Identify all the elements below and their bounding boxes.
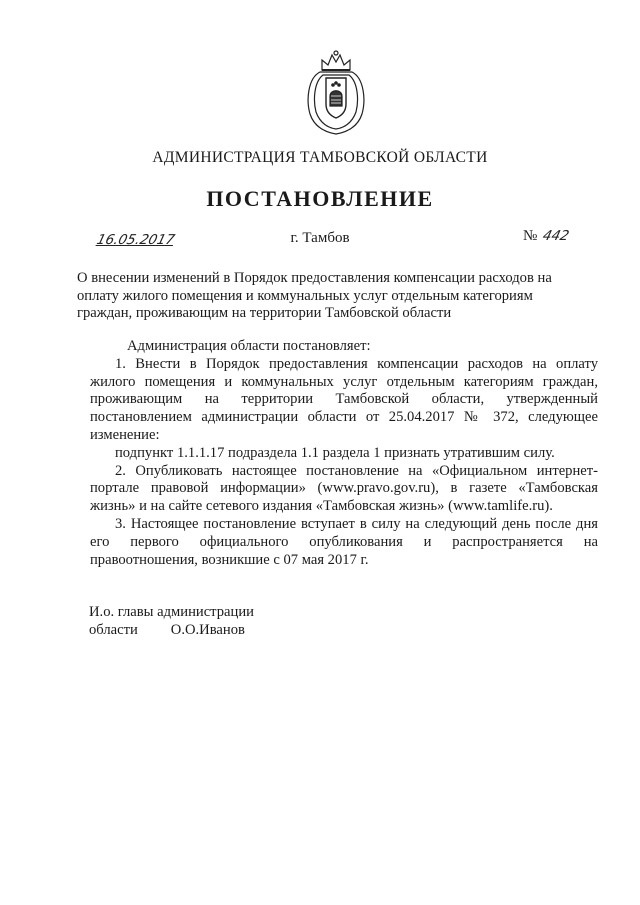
document-body <box>90 338 598 569</box>
organization-name: АДМИНИСТРАЦИЯ ТАМБОВСКОЙ ОБЛАСТИ <box>152 149 488 166</box>
signature-block <box>89 604 254 639</box>
item-2: 2. Опубликовать настоящее постановление на «Официальном интернет-портале правовой информации» (www.pravo.gov.ru), в газете «Тамбовская жизнь» и на сайте сетевого издания «Тамбовская жизнь» (www.tamlife.ru). <box>90 462 598 515</box>
document-city: г. Тамбов <box>290 230 350 246</box>
document-type: ПОСТАНОВЛЕНИЕ <box>206 186 434 211</box>
title-line: оплату жилого помещения и коммунальных услуг отдельным категориям <box>77 287 533 304</box>
document-date: 16.05.2017 <box>95 232 177 248</box>
preamble: Администрация области постановляет: <box>127 338 371 354</box>
item-3: 3. Настоящее постановление вступает в силу на следующий день после дня его первого официального опубликования и распространяется на правоотношения, возникшие с 07 мая 2017 г. <box>90 515 598 568</box>
document-number: 442 <box>541 228 571 244</box>
document-title <box>77 270 599 323</box>
signatory-position: И.о. главы администрации <box>89 604 254 620</box>
item-1: 1. Внести в Порядок предоставления компенсации расходов на оплату жилого помещения и коммунальных услуг отдельным категориям граждан, проживающим на территории Тамбовской области, утвержденный постановлением администрации области от 25.04.2017 № 372, следующее изменение: <box>90 355 598 443</box>
signatory-name: О.О.Иванов <box>170 621 245 638</box>
title-line: граждан, проживающим на территории Тамбовской области <box>77 305 452 322</box>
item-1-subitem: подпункт 1.1.1.17 подраздела 1.1 раздела 1 признать утратившим силу. <box>115 444 555 461</box>
title-line: О внесении изменений в Порядок предоставления компенсации расходов на <box>77 270 552 286</box>
document-number-label: № <box>523 228 538 244</box>
signatory-position-line2: области <box>89 621 138 638</box>
coat-of-arms-icon <box>300 48 372 138</box>
